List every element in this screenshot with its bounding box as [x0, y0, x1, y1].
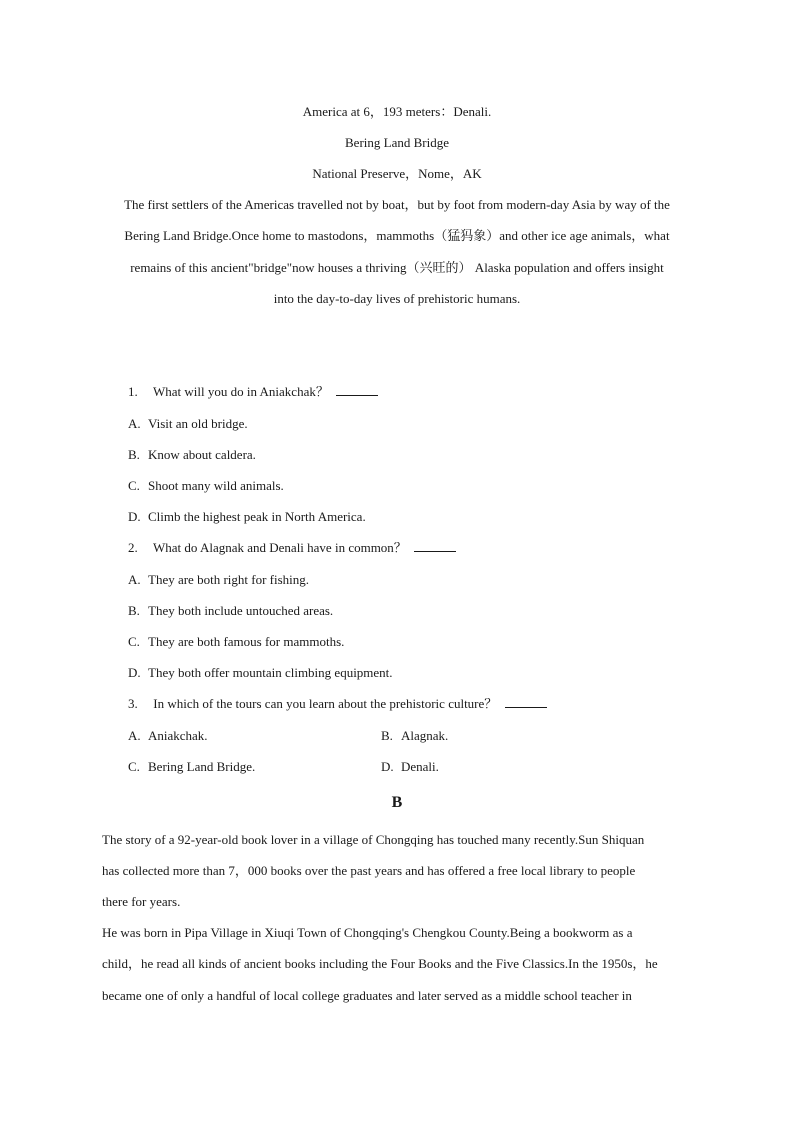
- section-b-body-line: has collected more than 7，000 books over the past years and has offered a free local library to people: [102, 863, 636, 878]
- passage-a-body-line: remains of this ancient"bridge"now houses a thriving（兴旺的） Alaska population and offers insight: [130, 260, 664, 275]
- option-3b: [381, 726, 448, 746]
- option-1a: [128, 414, 248, 434]
- denali-line: America at 6，193 meters：Denali.: [302, 104, 492, 119]
- section-b-body-line: there for years.: [102, 894, 181, 909]
- option-text: They both include untouched areas.: [148, 603, 334, 618]
- option-text: They both offer mountain climbing equipment.: [148, 665, 393, 680]
- section-b-body-line: became one of only a handful of local college graduates and later served as a middle school teacher in: [102, 988, 632, 1003]
- option-text: They are both right for fishing.: [148, 572, 310, 587]
- option-3a: [128, 726, 208, 746]
- option-1c: [128, 476, 284, 496]
- option-3d: [381, 757, 439, 777]
- question-text: What will you do in Aniakchak？: [153, 384, 329, 399]
- section-b-body-line: He was born in Pipa Village in Xiuqi Town of Chongqing's Chengkou County.Being a bookworm as a: [102, 925, 633, 940]
- option-2c: [128, 632, 344, 652]
- option-letter: D.: [128, 509, 141, 524]
- passage-a-body-line: Bering Land Bridge.Once home to mastodons，mammoths（猛犸象）and other ice age animals，what: [124, 228, 670, 243]
- option-letter: D.: [128, 665, 141, 680]
- option-2a: [128, 570, 309, 590]
- question-text: In which of the tours can you learn about the prehistoric culture？: [153, 696, 498, 711]
- option-3c: [128, 757, 255, 777]
- bering-title-line: Bering Land Bridge: [345, 135, 449, 150]
- question-3: [128, 694, 547, 714]
- option-1d: [128, 507, 366, 527]
- question-number: 3.: [128, 696, 138, 711]
- answer-blank[interactable]: [505, 695, 547, 708]
- option-letter: A.: [128, 728, 141, 743]
- option-text: Know about caldera.: [148, 447, 256, 462]
- question-1: [128, 382, 378, 402]
- option-text: Climb the highest peak in North America.: [148, 509, 366, 524]
- option-text: Visit an old bridge.: [148, 416, 248, 431]
- option-letter: B.: [128, 447, 140, 462]
- option-text: Alagnak.: [401, 728, 449, 743]
- passage-a-body-line: into the day-to-day lives of prehistoric humans.: [273, 291, 521, 306]
- option-text: They are both famous for mammoths.: [148, 634, 345, 649]
- answer-blank[interactable]: [336, 383, 378, 396]
- question-2: [128, 538, 456, 558]
- question-text: What do Alagnak and Denali have in common？: [153, 540, 407, 555]
- option-2d: [128, 663, 393, 683]
- bering-location-line: National Preserve，Nome，AK: [312, 166, 482, 181]
- option-letter: D.: [381, 759, 394, 774]
- answer-blank[interactable]: [414, 539, 456, 552]
- option-1b: [128, 445, 256, 465]
- option-letter: B.: [128, 603, 140, 618]
- option-letter: A.: [128, 572, 141, 587]
- option-letter: C.: [128, 759, 140, 774]
- option-text: Shoot many wild animals.: [148, 478, 284, 493]
- section-b-body-line: child，he read all kinds of ancient books including the Four Books and the Five Classics.In the 1950s，he: [102, 956, 658, 971]
- question-number: 1.: [128, 384, 138, 399]
- section-b-title: B: [391, 794, 403, 811]
- option-2b: [128, 601, 333, 621]
- passage-a-body-line: The first settlers of the Americas travelled not by boat，but by foot from modern-day Asia by way of the: [124, 197, 670, 212]
- option-letter: C.: [128, 634, 140, 649]
- option-text: Denali.: [401, 759, 439, 774]
- option-letter: C.: [128, 478, 140, 493]
- section-b-body-line: The story of a 92-year-old book lover in a village of Chongqing has touched many recently.Sun Shiquan: [102, 832, 645, 847]
- question-number: 2.: [128, 540, 138, 555]
- option-letter: A.: [128, 416, 141, 431]
- option-letter: B.: [381, 728, 393, 743]
- option-text: Aniakchak.: [148, 728, 208, 743]
- option-text: Bering Land Bridge.: [148, 759, 256, 774]
